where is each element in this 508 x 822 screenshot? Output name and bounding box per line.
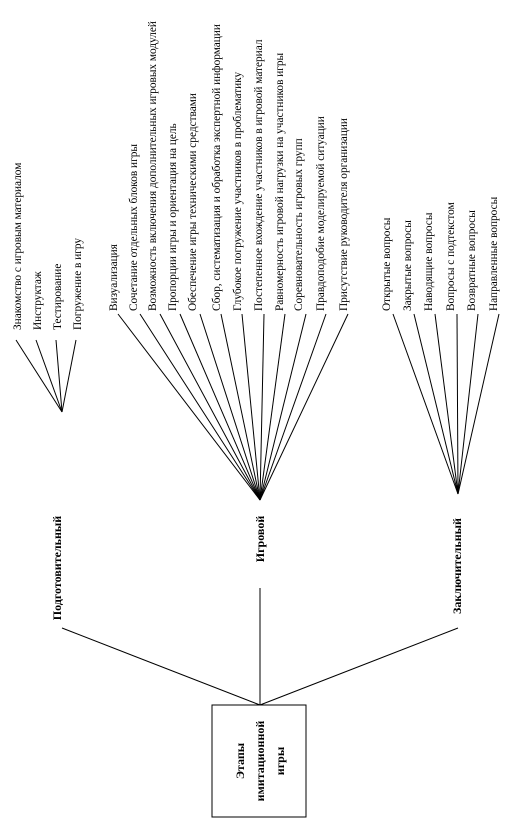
- leaf-label: Знакомство с игровым материалом: [12, 162, 24, 330]
- leaf-label: Возможность включения дополнительных игровых модулей: [147, 21, 159, 311]
- fan-line: [458, 314, 478, 494]
- leaf-label: Погружение в игру: [72, 237, 84, 330]
- leaves-preparatory: [12, 163, 84, 330]
- fan-line: [180, 314, 260, 500]
- leaves-final: [381, 196, 500, 311]
- fan-line: [62, 340, 76, 412]
- fan-game: [118, 314, 348, 500]
- root-label-line-2: имитационной: [253, 720, 267, 802]
- fan-line: [393, 314, 458, 494]
- leaf-label: Правдоподобие моделируемой ситуации: [315, 116, 327, 311]
- leaf-label: Визуализация: [108, 244, 120, 311]
- fan-final: [393, 314, 499, 494]
- leaf-label: Присутствие руководителя организации: [338, 118, 350, 311]
- leaf-label: Наводящие вопросы: [423, 212, 435, 311]
- leaf-label: Тестирование: [52, 263, 64, 330]
- leaf-label: Глубокое погружение участников в проблематику: [232, 71, 244, 311]
- leaf-label: Вопросы с подтекстом: [445, 202, 457, 311]
- leaf-label: Сбор, систематизация и обработка экспертной информации: [211, 24, 223, 311]
- leaf-label: Направленные вопросы: [488, 196, 500, 311]
- leaves-game: [108, 21, 350, 311]
- fan-line: [458, 314, 499, 494]
- leaf-label: Равномерность игровой нагрузки на участников игры: [274, 52, 286, 311]
- branch-heading-preparatory: Подготовительный: [50, 515, 64, 621]
- leaf-label: Пропорции игры и ориентация на цель: [167, 123, 179, 311]
- leaf-label: Возвратные вопросы: [466, 210, 478, 311]
- fan-line: [140, 314, 260, 500]
- leaf-label: Инструктаж: [32, 271, 44, 330]
- fan-line: [435, 314, 458, 494]
- root-label-line-1: Этапы: [233, 742, 247, 780]
- connector-root-final: [260, 628, 458, 705]
- leaf-label: Постепенное вхождение участников в игровой материал: [253, 39, 265, 311]
- leaf-label: Закрытые вопросы: [402, 220, 414, 311]
- fan-line: [414, 314, 458, 494]
- fan-line: [260, 314, 306, 500]
- fan-line: [221, 314, 260, 500]
- fan-line: [457, 314, 458, 494]
- fan-line: [118, 314, 260, 500]
- branch-heading-game: Игровой: [253, 515, 267, 563]
- leaf-label: Открытые вопросы: [381, 217, 393, 311]
- leaf-label: Соревновательность игровых групп: [293, 138, 305, 311]
- connector-root-preparatory: [62, 628, 260, 705]
- fan-line: [260, 314, 326, 500]
- fan-line: [260, 314, 348, 500]
- root-label-line-3: игры: [273, 746, 287, 776]
- fan-line: [36, 340, 62, 412]
- fan-line: [56, 340, 62, 412]
- leaf-label: Обеспечение игры техническими средствами: [187, 93, 199, 311]
- fan-line: [16, 340, 62, 412]
- leaf-label: Сочетание отдельных блоков игры: [128, 144, 140, 311]
- branch-heading-final: Заключительный: [450, 518, 464, 614]
- fan-preparatory: [16, 340, 76, 412]
